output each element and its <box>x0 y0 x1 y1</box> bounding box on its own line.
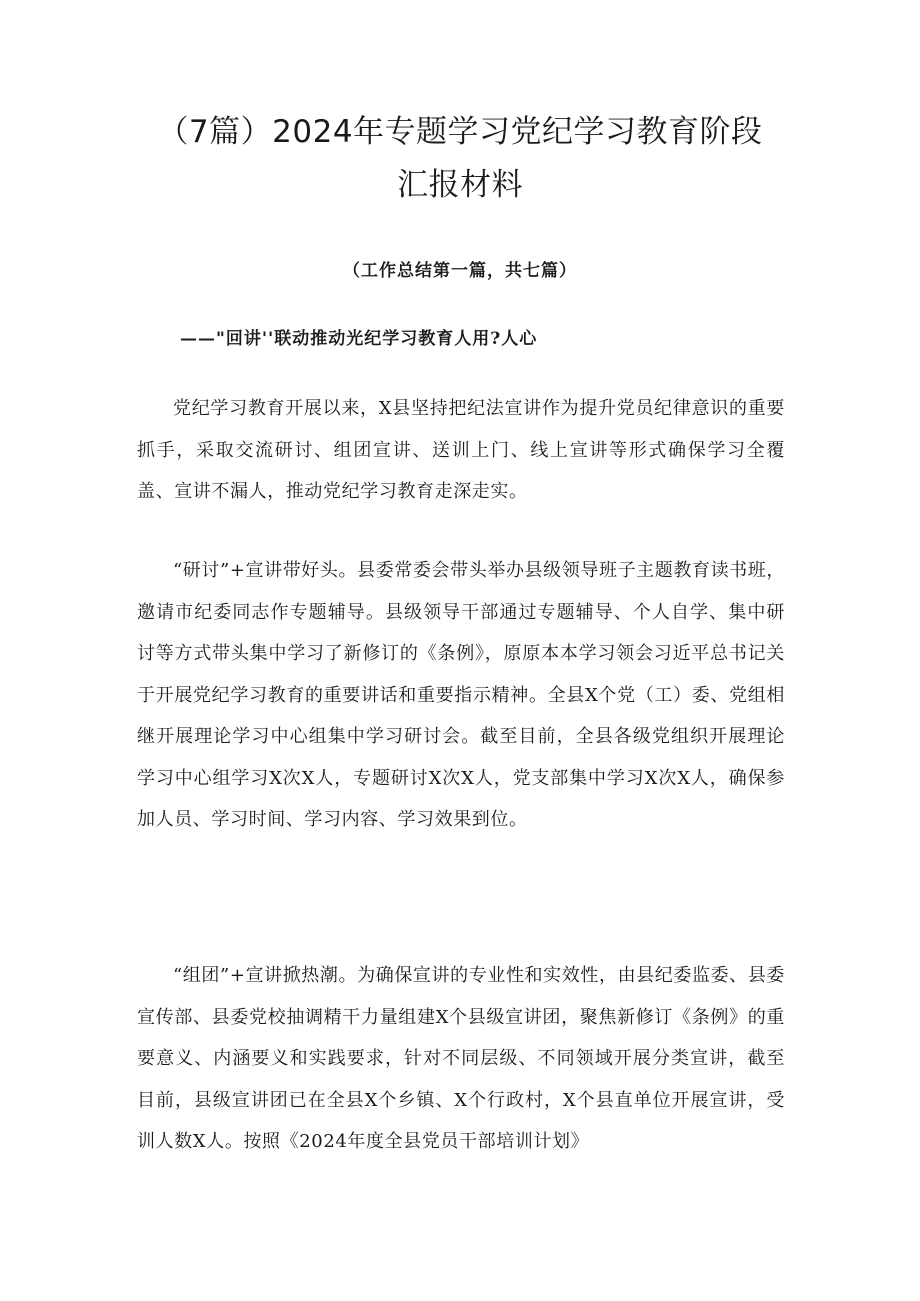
title-line-2: 汇报材料 <box>397 167 523 203</box>
document-title <box>120 106 800 212</box>
paragraph-group-lectures: “组团”+宣讲掀热潮。为确保宣讲的专业性和实效性，由县纪委监委、县委宣传部、县委党校抽调精干力量组建X个县级宣讲团，聚焦新修订《条例》的重要意义、内涵要义和实践要求，针对不同层级、不同领域开展分类宣讲，截至目前，县级宣讲团已在全县X个乡镇、X个行政村，X个县直单位开展宣讲，受训人数X人。按照《2024年度全县党员干部培训计划》 <box>137 965 785 1152</box>
paragraph-discussion: “研讨”+宣讲带好头。县委常委会带头举办县级领导班子主题教育读书班，邀请市纪委同志作专题辅导。县级领导干部通过专题辅导、个人自学、集中研讨等方式带头集中学习了新修订的《条例》，原原本本学习领会习近平总书记关于开展党纪学习教育的重要讲话和重要指示精神。全县X个党（工）委、党组相继开展理论学习中心组集中学习研讨会。截至目前，全县各级党组织开展理论学习中心组学习X次X人，专题研讨X次X人，党支部集中学习X次X人，确保参加人员、学习时间、学习内容、学习效果到位。 <box>137 560 785 830</box>
document-subtitle: （工作总结第一篇，共七篇） <box>343 261 577 281</box>
paragraph-intro: 党纪学习教育开展以来，X县坚持把纪法宣讲作为提升党员纪律意识的重要抓手，采取交流研讨、组团宣讲、送训上门、线上宣讲等形式确保学习全覆盖、宣讲不漏人，推动党纪学习教育走深走实。 <box>137 398 785 502</box>
title-line-1: （7篇）2024年专题学习党纪学习教育阶段 <box>157 114 763 150</box>
section-subheading: ——"回讲''联动推动光纪学习教育人用?人心 <box>180 329 538 349</box>
